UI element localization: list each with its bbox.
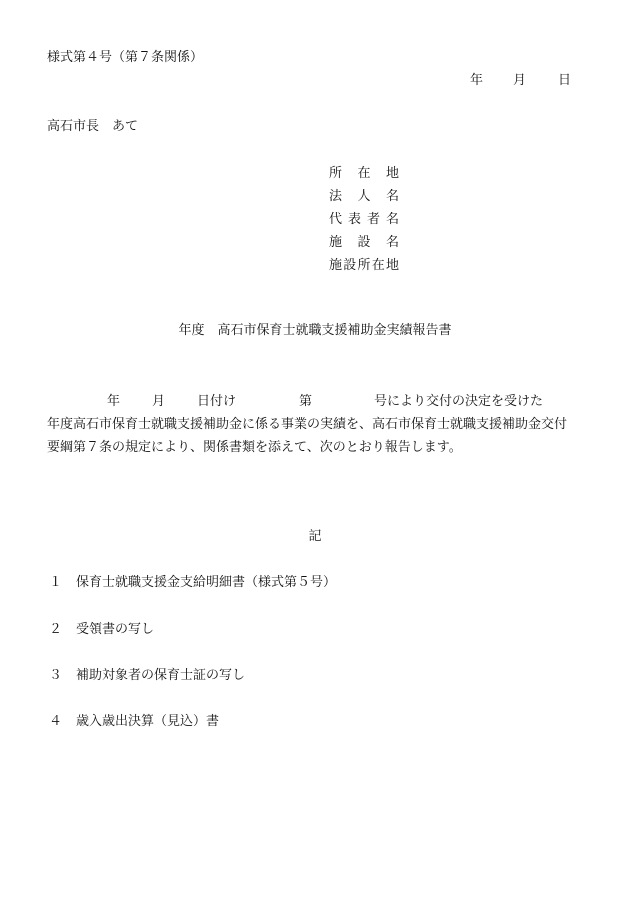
document-title: 年度 高石市保育士就職支援補助金実績報告書 (178, 323, 452, 338)
attachment-item: ２ 受領書の写し (49, 622, 155, 637)
label-corp-name: 法 人 名 (329, 189, 399, 204)
attachment-item: ３ 補助対象者の保育士証の写し (49, 668, 246, 683)
form-number: 様式第４号（第７条関係） (47, 50, 204, 65)
body-year: 年 (107, 394, 121, 409)
body-month: 月 (152, 394, 166, 409)
attachment-item: ４ 歳入歳出決算（見込）書 (49, 714, 220, 729)
label-facility-name: 施 設 名 (329, 235, 399, 250)
body-first-line (0, 390, 630, 413)
label-address: 所 在 地 (329, 166, 399, 181)
attachment-item: １ 保育士就職支援金支給明細書（様式第５号） (49, 575, 337, 590)
date-year: 年 (470, 73, 484, 88)
addressee: 高石市長 あて (47, 119, 139, 134)
date-month: 月 (513, 73, 527, 88)
ki-heading: 記 (308, 529, 322, 544)
label-facility-address: 施 設 所 在 地 (329, 258, 399, 273)
body-dated: 日付け (197, 394, 237, 409)
body-text: 年度高石市保育士就職支援補助金に係る事業の実績を、高石市保育士就職支援補助金交付要綱第７条の規定により、関係書類を添えて、次のとおり報告します。 (47, 417, 568, 455)
date-day: 日 (558, 73, 572, 88)
body-first-line-rest: 号により交付の決定を受けた (374, 394, 544, 409)
date-line (0, 72, 630, 90)
body-number-prefix: 第 (299, 394, 313, 409)
label-representative: 代 表 者 名 (329, 212, 399, 227)
